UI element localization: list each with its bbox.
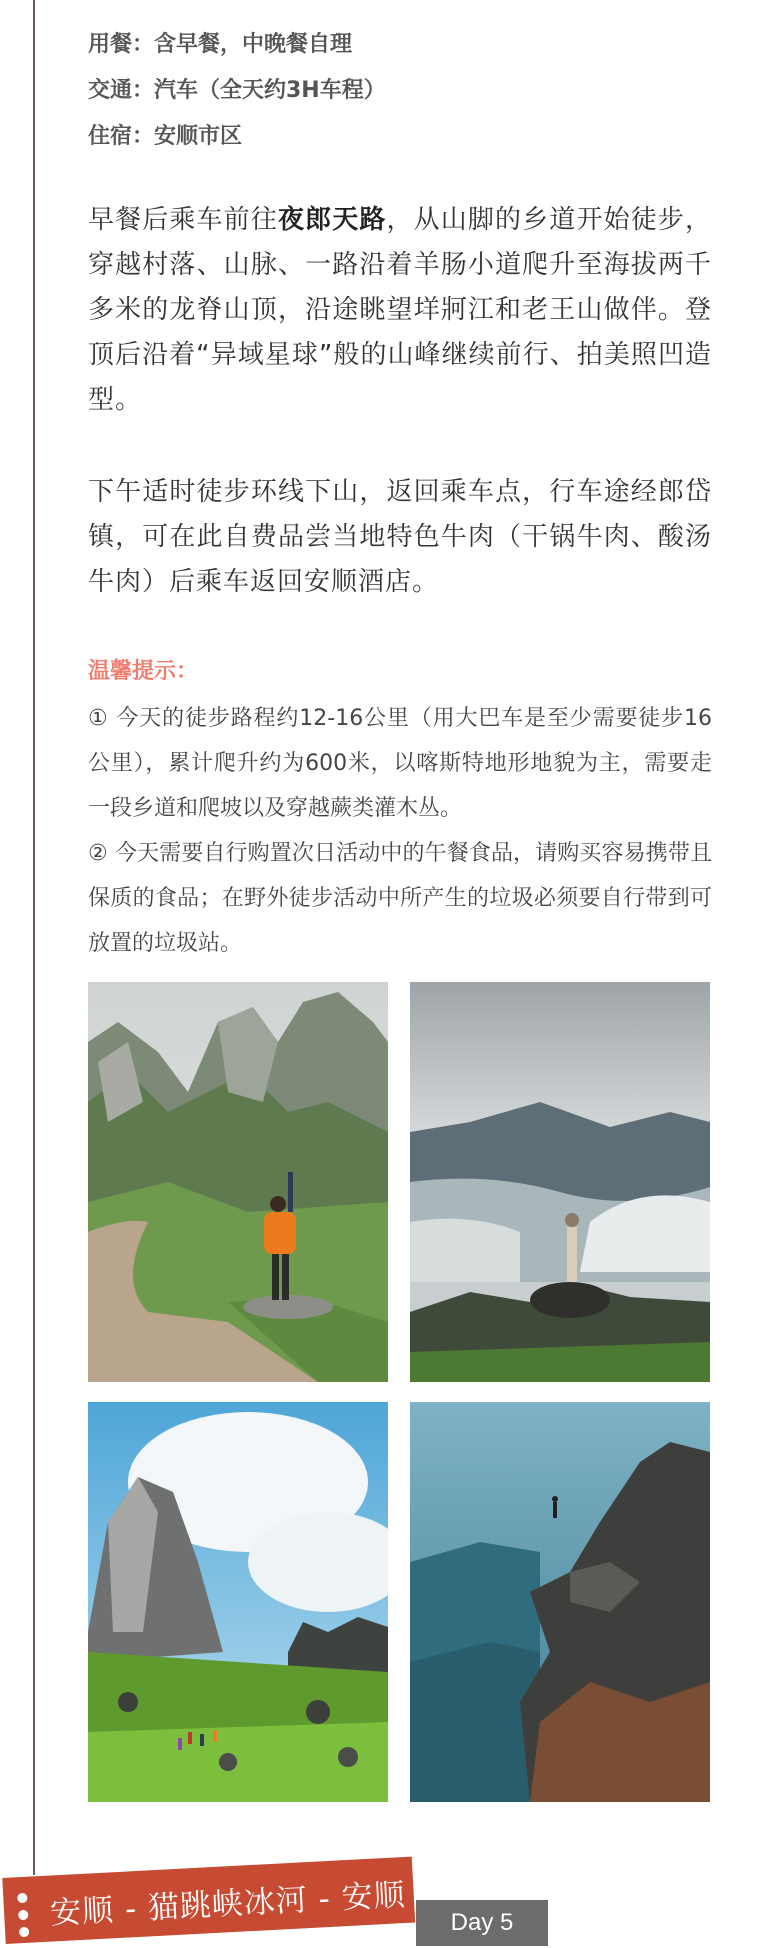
timeline-line [33,0,35,1875]
itinerary-text: 早餐后乘车前往 [88,205,278,235]
route-highlight: 夜郎天路 [277,205,387,235]
itinerary-text: ，从山脚的乡道开始徒步，穿越村落、山脉、一路沿着羊肠小道爬升至海拔两千多米的龙脊山顶，沿途眺望垟牁江和老王山做伴。登顶后沿着“异域星球”般的山峰继续前行、拍美照凹造型。 [88,205,712,415]
day-label: Day 5 [416,1900,548,1946]
photo-cliff-climber [410,1402,710,1802]
transport-info: 交通：汽车（全天约3H车程） [88,78,386,103]
tips-list [88,696,712,966]
photo-cloud-sea [410,982,710,1382]
dots-icon [17,1893,34,1944]
tips-title: 温馨提示： [88,659,199,684]
photo-karst-meadow [88,1402,388,1802]
banner-route-title: 安顺 - 猫跳峡冰河 - 安顺 [49,1876,407,1932]
day-banner [0,1868,760,1948]
day-meta [88,22,712,160]
tip-item: ② 今天需要自行购置次日活动中的午餐食品，请购买容易携带且保质的食品；在野外徒步活动中所产生的垃圾必须要自行带到可放置的垃圾站。 [88,841,712,956]
itinerary-paragraph-1 [88,198,712,423]
meals-info: 用餐：含早餐，中晚餐自理 [88,32,353,57]
tip-item: ① 今天的徒步路程约12-16公里（用大巴车是至少需要徒步16公里），累计爬升约为600米，以喀斯特地形地貌为主，需要走一段乡道和爬坡以及穿越蕨类灌木丛。 [88,706,712,821]
banner-background [2,1857,415,1944]
photo-hiker-path [88,982,388,1382]
itinerary-paragraph-2: 下午适时徒步环线下山，返回乘车点，行车途经郎岱镇，可在此自费品尝当地特色牛肉（干锅牛肉、酸汤牛肉）后乘车返回安顺酒店。 [88,477,712,597]
lodging-info: 住宿：安顺市区 [88,124,243,149]
